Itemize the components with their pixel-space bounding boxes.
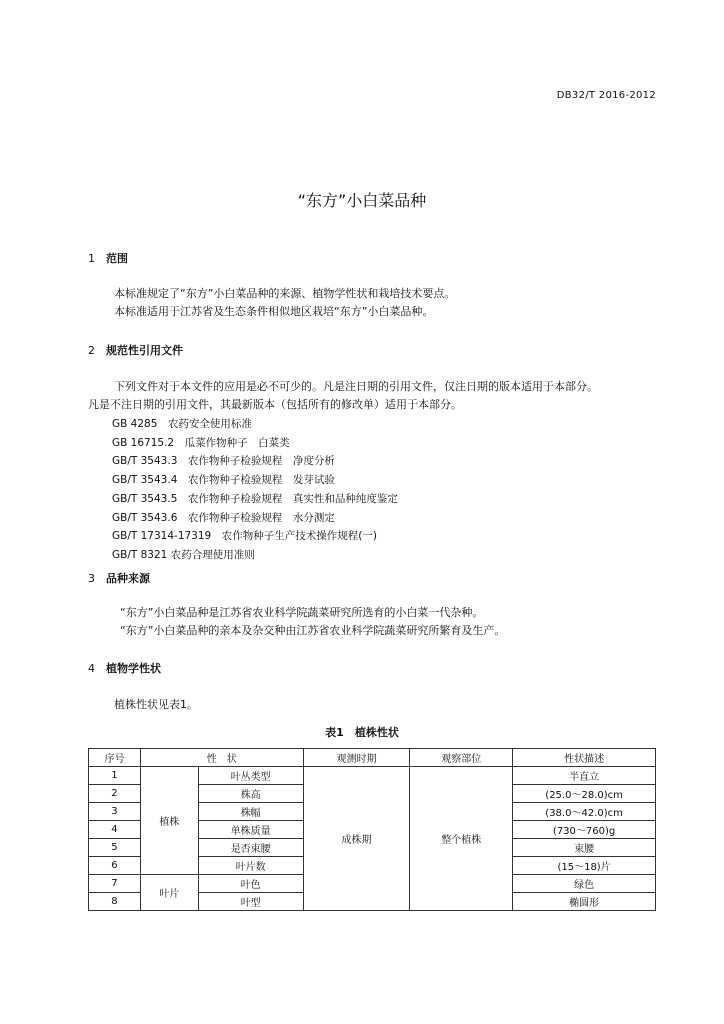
section-number: 4 [88, 662, 95, 675]
header-cell: 观测时期 [303, 749, 410, 767]
reference-list [112, 415, 398, 565]
row-number: 3 [89, 803, 141, 821]
header-cell: 序号 [89, 749, 141, 767]
trait-cell: 叶色 [198, 875, 303, 893]
row-number: 1 [89, 767, 141, 785]
traits-table [88, 748, 656, 911]
row-number: 8 [89, 893, 141, 911]
section-title: 品种来源 [106, 572, 150, 585]
description-cell: 绿色 [513, 875, 656, 893]
description-cell: (15～18)片 [513, 857, 656, 875]
group-cell-plant: 植株 [140, 767, 198, 875]
section-4-heading [88, 660, 161, 676]
paragraph: 下列文件对于本文件的应用是必不可少的。凡是注日期的引用文件，仅注日期的版本适用于本部分。 [114, 380, 598, 393]
paragraph: “东方”小白菜品种是江苏省农业科学院蔬菜研究所选育的小白菜一代杂种。 [120, 606, 484, 619]
trait-cell: 单株质量 [198, 821, 303, 839]
description-cell: (38.0～42.0)cm [513, 803, 656, 821]
reference-item: GB/T 8321 农药合理使用准则 [112, 548, 255, 561]
table-row [89, 767, 656, 785]
row-number: 6 [89, 857, 141, 875]
row-number: 7 [89, 875, 141, 893]
reference-item: GB/T 3543.6 农作物种子检验规程 水分测定 [112, 511, 335, 524]
reference-item: GB/T 3543.3 农作物种子检验规程 净度分析 [112, 455, 335, 468]
header-cell: 性 状 [140, 749, 303, 767]
row-number: 2 [89, 785, 141, 803]
header-cell: 性状描述 [513, 749, 656, 767]
reference-item: GB/T 3543.4 农作物种子检验规程 发芽试验 [112, 474, 335, 487]
trait-cell: 是否束腰 [198, 839, 303, 857]
reference-item: GB 4285 农药安全使用标准 [112, 418, 252, 430]
row-number: 4 [89, 821, 141, 839]
trait-cell: 叶型 [198, 893, 303, 911]
trait-cell: 叶丛类型 [198, 767, 303, 785]
row-number: 5 [89, 839, 141, 857]
table-header-row [89, 749, 656, 767]
document-code: DB32/T 2016-2012 [556, 90, 656, 101]
document-title: “东方”小白菜品种 [297, 191, 427, 210]
trait-cell: 叶片数 [198, 857, 303, 875]
description-cell: 椭圆形 [513, 893, 656, 911]
description-cell: 束腰 [513, 839, 656, 857]
section-2-heading [88, 342, 183, 358]
section-number: 3 [88, 572, 95, 585]
paragraph: “东方”小白菜品种的亲本及杂交种由江苏省农业科学院蔬菜研究所繁育及生产。 [120, 624, 506, 637]
description-cell: (730～760)g [513, 821, 656, 839]
section-3-heading [88, 570, 150, 586]
paragraph: 凡是不注日期的引用文件，其最新版本（包括所有的修改单）适用于本部分。 [88, 398, 462, 411]
reference-item: GB 16715.2 瓜菜作物种子 白菜类 [112, 436, 290, 449]
period-cell: 成株期 [303, 767, 410, 911]
section-title: 规范性引用文件 [106, 344, 183, 357]
description-cell: (25.0～28.0)cm [513, 785, 656, 803]
trait-cell: 株幅 [198, 803, 303, 821]
section-title: 植物学性状 [106, 662, 161, 675]
section-title: 范围 [106, 252, 128, 265]
header-cell: 观察部位 [410, 749, 513, 767]
section-number: 2 [88, 344, 95, 357]
reference-item: GB/T 17314-17319 农作物种子生产技术操作规程(一) [112, 530, 377, 543]
section-number: 1 [88, 252, 95, 265]
part-cell: 整个植株 [410, 767, 513, 911]
table-title: 表1 植株性状 [325, 726, 399, 739]
group-cell-leaf: 叶片 [140, 875, 198, 911]
section-1-heading [88, 250, 128, 266]
description-cell: 半直立 [513, 767, 656, 785]
paragraph: 本标准规定了“东方”小白菜品种的来源、植物学性状和栽培技术要点。 [114, 287, 456, 300]
paragraph: 本标准适用于江苏省及生态条件相似地区栽培“东方”小白菜品种。 [114, 305, 434, 318]
reference-item: GB/T 3543.5 农作物种子检验规程 真实性和品种纯度鉴定 [112, 492, 398, 505]
trait-cell: 株高 [198, 785, 303, 803]
paragraph: 植株性状见表1。 [114, 698, 198, 711]
